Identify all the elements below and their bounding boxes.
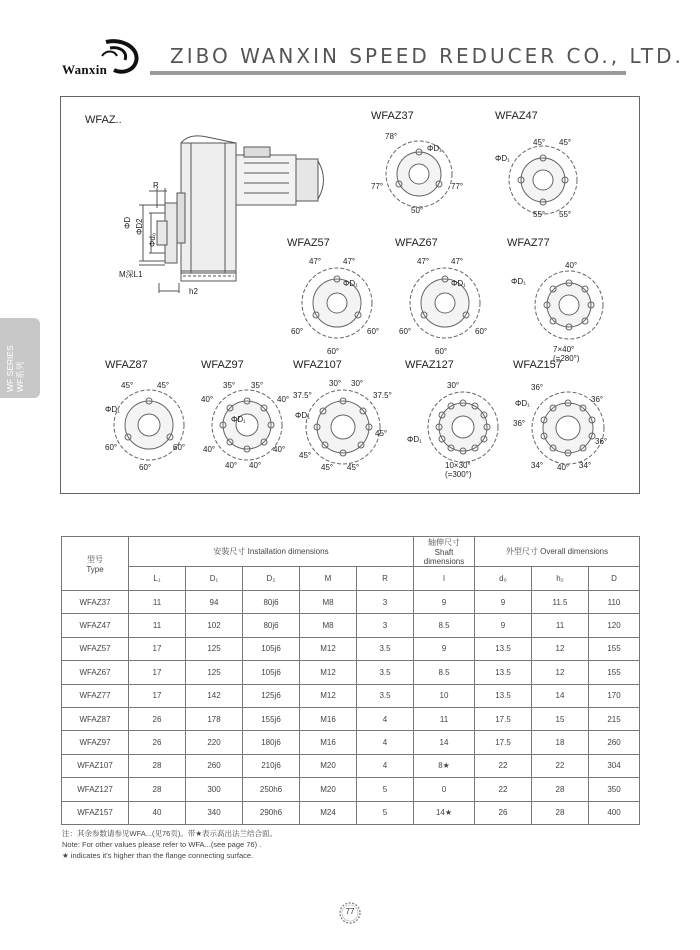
value-cell: 304 bbox=[589, 754, 640, 777]
angle-label: 45° bbox=[559, 138, 572, 147]
dimension-table bbox=[61, 536, 640, 825]
value-cell: 5 bbox=[357, 801, 414, 824]
table-row bbox=[62, 661, 640, 684]
value-cell: 110 bbox=[589, 591, 640, 614]
value-cell: 9 bbox=[475, 614, 532, 637]
value-cell: 17 bbox=[129, 661, 186, 684]
diameter-label: ΦD₁ bbox=[451, 279, 466, 288]
value-cell: M12 bbox=[300, 684, 357, 707]
column-header: R bbox=[357, 567, 414, 591]
value-cell: 215 bbox=[589, 707, 640, 730]
flange-model-label: WFAZ127 bbox=[405, 359, 454, 371]
logo-text: Wanxin bbox=[62, 62, 108, 77]
column-header: D bbox=[589, 567, 640, 591]
value-cell: 13.5 bbox=[475, 661, 532, 684]
value-cell: 17 bbox=[129, 684, 186, 707]
model-cell: WFAZ127 bbox=[62, 778, 129, 801]
value-cell: 9 bbox=[414, 591, 475, 614]
column-header: D₁ bbox=[186, 567, 243, 591]
model-cell: WFAZ67 bbox=[62, 661, 129, 684]
value-cell: 0 bbox=[414, 778, 475, 801]
value-cell: M12 bbox=[300, 637, 357, 660]
flange-model-label: WFAZ77 bbox=[507, 237, 550, 249]
page-number: 77 bbox=[345, 907, 355, 916]
angle-label: 47° bbox=[309, 257, 322, 266]
model-cell: WFAZ57 bbox=[62, 637, 129, 660]
note-cn: 注：其余参数请参见WFA...(见76页)。带★表示高出法兰结合面。 bbox=[62, 829, 278, 838]
value-cell: 80j6 bbox=[243, 614, 300, 637]
value-cell: 4 bbox=[357, 707, 414, 730]
angle-label: 40° bbox=[565, 261, 578, 270]
type-header-en: Type bbox=[86, 564, 104, 574]
flange-diagram bbox=[109, 385, 189, 465]
installation-group-header: 安裝尺寸 Installation dimensions bbox=[129, 537, 414, 567]
value-cell: 11.5 bbox=[532, 591, 589, 614]
column-header: h₂ bbox=[532, 567, 589, 591]
angle-label: 55° bbox=[559, 210, 572, 219]
flange-model-label: WFAZ67 bbox=[395, 237, 438, 249]
value-cell: M16 bbox=[300, 731, 357, 754]
value-cell: 4 bbox=[357, 731, 414, 754]
table-row bbox=[62, 637, 640, 660]
angle-label: 40° bbox=[277, 395, 290, 404]
angle-label: 47° bbox=[451, 257, 464, 266]
flange-diagram bbox=[297, 263, 380, 343]
value-cell: 14★ bbox=[414, 801, 475, 824]
value-cell: 26 bbox=[129, 731, 186, 754]
flange-diagram bbox=[503, 140, 583, 220]
value-cell: 12 bbox=[532, 661, 589, 684]
model-cell: WFAZ47 bbox=[62, 614, 129, 637]
company-name: ZIBO WANXIN SPEED REDUCER CO., LTD. bbox=[170, 44, 684, 68]
angle-label: 60° bbox=[105, 443, 118, 452]
model-cell: WFAZ107 bbox=[62, 754, 129, 777]
dimension-drawing-panel bbox=[60, 96, 640, 494]
value-cell: 125 bbox=[186, 661, 243, 684]
column-header: M bbox=[300, 567, 357, 591]
dim-h2-label: h2 bbox=[189, 287, 198, 296]
value-cell: 300 bbox=[186, 778, 243, 801]
value-cell: 17.5 bbox=[475, 707, 532, 730]
value-cell: 22 bbox=[475, 754, 532, 777]
value-cell: 3.5 bbox=[357, 684, 414, 707]
value-cell: 340 bbox=[186, 801, 243, 824]
model-cell: WFAZ97 bbox=[62, 731, 129, 754]
value-cell: 220 bbox=[186, 731, 243, 754]
flange-model-label: WFAZ47 bbox=[495, 110, 538, 122]
value-cell: 18 bbox=[532, 731, 589, 754]
value-cell: 94 bbox=[186, 591, 243, 614]
angle-label: 45° bbox=[157, 381, 170, 390]
value-cell: 9 bbox=[475, 591, 532, 614]
type-header-cn: 型号 bbox=[87, 554, 103, 564]
flange-model-label: WFAZ87 bbox=[105, 359, 148, 371]
angle-label: 36° bbox=[595, 437, 608, 446]
angle-label: 77° bbox=[371, 182, 384, 191]
column-header: d₀ bbox=[475, 567, 532, 591]
value-cell: 3.5 bbox=[357, 661, 414, 684]
value-cell: 14 bbox=[532, 684, 589, 707]
diameter-label: ΦD₁ bbox=[407, 435, 422, 444]
value-cell: M8 bbox=[300, 591, 357, 614]
table-row bbox=[62, 707, 640, 730]
angle-label: 60° bbox=[367, 327, 380, 336]
angle-label: 40° bbox=[557, 463, 570, 472]
value-cell: M12 bbox=[300, 661, 357, 684]
value-cell: 400 bbox=[589, 801, 640, 824]
value-cell: 13.5 bbox=[475, 684, 532, 707]
flange-diagram bbox=[529, 265, 609, 345]
dim-r-label: R bbox=[153, 181, 159, 190]
angle-label: 60° bbox=[435, 347, 448, 356]
diameter-label: ΦD₁ bbox=[515, 399, 530, 408]
note-star: ★ indicates it's higher than the flange connecting surface. bbox=[62, 851, 254, 860]
angle-label: 36° bbox=[591, 395, 604, 404]
angle-label: 55° bbox=[533, 210, 546, 219]
value-cell: 15 bbox=[532, 707, 589, 730]
dim-d2-label: ΦD2 bbox=[135, 218, 144, 235]
angle-label: 36° bbox=[531, 383, 544, 392]
dim-d-label: ΦD bbox=[123, 216, 132, 229]
table-row bbox=[62, 731, 640, 754]
angle-label: 60° bbox=[399, 327, 412, 336]
value-cell: 210j6 bbox=[243, 754, 300, 777]
table-row bbox=[62, 591, 640, 614]
table-row bbox=[62, 801, 640, 824]
value-cell: 8.5 bbox=[414, 661, 475, 684]
value-cell: 105j6 bbox=[243, 637, 300, 660]
value-cell: 8★ bbox=[414, 754, 475, 777]
diameter-label: ΦD₁ bbox=[343, 279, 358, 288]
angle-label: 77° bbox=[451, 182, 464, 191]
column-header: D₂ bbox=[243, 567, 300, 591]
angle-label: 37.5° bbox=[293, 391, 312, 400]
angle-label: 47° bbox=[343, 257, 356, 266]
angle-label: 30° bbox=[351, 379, 364, 388]
angle-label: 7×40°(=280°) bbox=[553, 345, 580, 363]
dim-d0-label: Φd₀ bbox=[148, 232, 157, 247]
flange-model-label: WFAZ37 bbox=[371, 110, 414, 122]
value-cell: 22 bbox=[532, 754, 589, 777]
value-cell: 12 bbox=[532, 637, 589, 660]
value-cell: 17.5 bbox=[475, 731, 532, 754]
angle-label: 35° bbox=[223, 381, 236, 390]
value-cell: 5 bbox=[357, 778, 414, 801]
model-cell: WFAZ157 bbox=[62, 801, 129, 824]
angle-label: 60° bbox=[173, 443, 186, 452]
overall-group-header: 外型尺寸 Overall dimensions bbox=[475, 537, 640, 567]
value-cell: 178 bbox=[186, 707, 243, 730]
angle-label: 30° bbox=[447, 381, 460, 390]
value-cell: 142 bbox=[186, 684, 243, 707]
value-cell: 11 bbox=[532, 614, 589, 637]
value-cell: 28 bbox=[532, 801, 589, 824]
value-cell: 250h6 bbox=[243, 778, 300, 801]
value-cell: 11 bbox=[414, 707, 475, 730]
table-row bbox=[62, 614, 640, 637]
side-tab-text bbox=[5, 345, 25, 392]
value-cell: 14 bbox=[414, 731, 475, 754]
value-cell: 40 bbox=[129, 801, 186, 824]
angle-label: 60° bbox=[327, 347, 340, 356]
shaft-header-cn: 轴伸尺寸 bbox=[428, 538, 460, 547]
angle-label: 40° bbox=[201, 395, 214, 404]
column-header: L₁ bbox=[129, 567, 186, 591]
value-cell: 3.5 bbox=[357, 637, 414, 660]
angle-label: 60° bbox=[475, 327, 488, 336]
diameter-label: ΦD₁ bbox=[105, 405, 120, 414]
value-cell: 155 bbox=[589, 661, 640, 684]
angle-label: 34° bbox=[531, 461, 544, 470]
header-rule bbox=[150, 71, 626, 75]
angle-label: 35° bbox=[251, 381, 264, 390]
value-cell: M20 bbox=[300, 754, 357, 777]
value-cell: M8 bbox=[300, 614, 357, 637]
flange-model-label: WFAZ97 bbox=[201, 359, 244, 371]
value-cell: M24 bbox=[300, 801, 357, 824]
diameter-label: ΦD₁ bbox=[295, 411, 310, 420]
angle-label: 40° bbox=[249, 461, 262, 470]
value-cell: 3 bbox=[357, 591, 414, 614]
dimension-table-body bbox=[62, 591, 640, 825]
diameter-label: ΦD₁ bbox=[427, 144, 442, 153]
angle-label: 45° bbox=[299, 451, 312, 460]
series-side-tab bbox=[0, 318, 40, 398]
angle-label: 40° bbox=[203, 445, 216, 454]
table-row bbox=[62, 754, 640, 777]
diameter-label: ΦD₁ bbox=[231, 415, 246, 424]
value-cell: M20 bbox=[300, 778, 357, 801]
value-cell: 170 bbox=[589, 684, 640, 707]
angle-label: 37.5° bbox=[373, 391, 392, 400]
angle-label: 50° bbox=[411, 206, 424, 215]
flange-diagram bbox=[405, 263, 488, 343]
value-cell: 11 bbox=[129, 614, 186, 637]
model-cell: WFAZ77 bbox=[62, 684, 129, 707]
note-en: Note: For other values please refer to WFA...(see page 76) . bbox=[62, 840, 262, 849]
value-cell: 180j6 bbox=[243, 731, 300, 754]
side-tab-line2: WF系列 bbox=[15, 361, 25, 392]
value-cell: 8.5 bbox=[414, 614, 475, 637]
angle-label: 30° bbox=[329, 379, 342, 388]
value-cell: 13.5 bbox=[475, 637, 532, 660]
table-row bbox=[62, 684, 640, 707]
angle-label: 45° bbox=[375, 429, 388, 438]
value-cell: 102 bbox=[186, 614, 243, 637]
model-cell: WFAZ37 bbox=[62, 591, 129, 614]
value-cell: 105j6 bbox=[243, 661, 300, 684]
shaft-group-header bbox=[414, 537, 475, 567]
value-cell: 4 bbox=[357, 754, 414, 777]
value-cell: 260 bbox=[589, 731, 640, 754]
type-header bbox=[62, 537, 129, 591]
company-logo bbox=[62, 38, 144, 82]
dim-thread-label: M深L1 bbox=[119, 270, 143, 279]
value-cell: 17 bbox=[129, 637, 186, 660]
side-tab-line1: WF SERIES bbox=[5, 345, 15, 392]
main-model-label: WFAZ.. bbox=[85, 114, 122, 126]
table-row bbox=[62, 778, 640, 801]
value-cell: 11 bbox=[129, 591, 186, 614]
value-cell: 26 bbox=[129, 707, 186, 730]
value-cell: 120 bbox=[589, 614, 640, 637]
diameter-label: ΦD₁ bbox=[511, 277, 526, 286]
value-cell: 290h6 bbox=[243, 801, 300, 824]
column-header: l bbox=[414, 567, 475, 591]
value-cell: 26 bbox=[475, 801, 532, 824]
angle-label: 78° bbox=[385, 132, 398, 141]
value-cell: 9 bbox=[414, 637, 475, 660]
angle-label: 36° bbox=[513, 419, 526, 428]
shaft-header-en: Shaft dimensions bbox=[423, 548, 465, 566]
angle-label: 40° bbox=[273, 445, 286, 454]
value-cell: 22 bbox=[475, 778, 532, 801]
angle-label: 47° bbox=[417, 257, 430, 266]
value-cell: M16 bbox=[300, 707, 357, 730]
angle-label: 60° bbox=[139, 463, 152, 472]
value-cell: 28 bbox=[129, 778, 186, 801]
angle-label: 10×30°(=300°) bbox=[445, 461, 472, 479]
value-cell: 10 bbox=[414, 684, 475, 707]
page-number-badge bbox=[338, 901, 362, 925]
angle-label: 45° bbox=[533, 138, 546, 147]
flange-model-label: WFAZ57 bbox=[287, 237, 330, 249]
value-cell: 80j6 bbox=[243, 591, 300, 614]
angle-label: 45° bbox=[121, 381, 134, 390]
angle-label: 60° bbox=[291, 327, 304, 336]
value-cell: 125j6 bbox=[243, 684, 300, 707]
angle-label: 40° bbox=[225, 461, 238, 470]
flange-model-label: WFAZ157 bbox=[513, 359, 562, 371]
value-cell: 3 bbox=[357, 614, 414, 637]
value-cell: 350 bbox=[589, 778, 640, 801]
model-cell: WFAZ87 bbox=[62, 707, 129, 730]
value-cell: 260 bbox=[186, 754, 243, 777]
angle-label: 45° bbox=[347, 463, 360, 472]
value-cell: 28 bbox=[532, 778, 589, 801]
diameter-label: ΦD₁ bbox=[495, 154, 510, 163]
value-cell: 155j6 bbox=[243, 707, 300, 730]
angle-label: 45° bbox=[321, 463, 334, 472]
flange-diagram bbox=[423, 387, 503, 467]
value-cell: 28 bbox=[129, 754, 186, 777]
flange-model-label: WFAZ107 bbox=[293, 359, 342, 371]
value-cell: 125 bbox=[186, 637, 243, 660]
value-cell: 155 bbox=[589, 637, 640, 660]
angle-label: 34° bbox=[579, 461, 592, 470]
flange-diagram bbox=[379, 134, 459, 214]
